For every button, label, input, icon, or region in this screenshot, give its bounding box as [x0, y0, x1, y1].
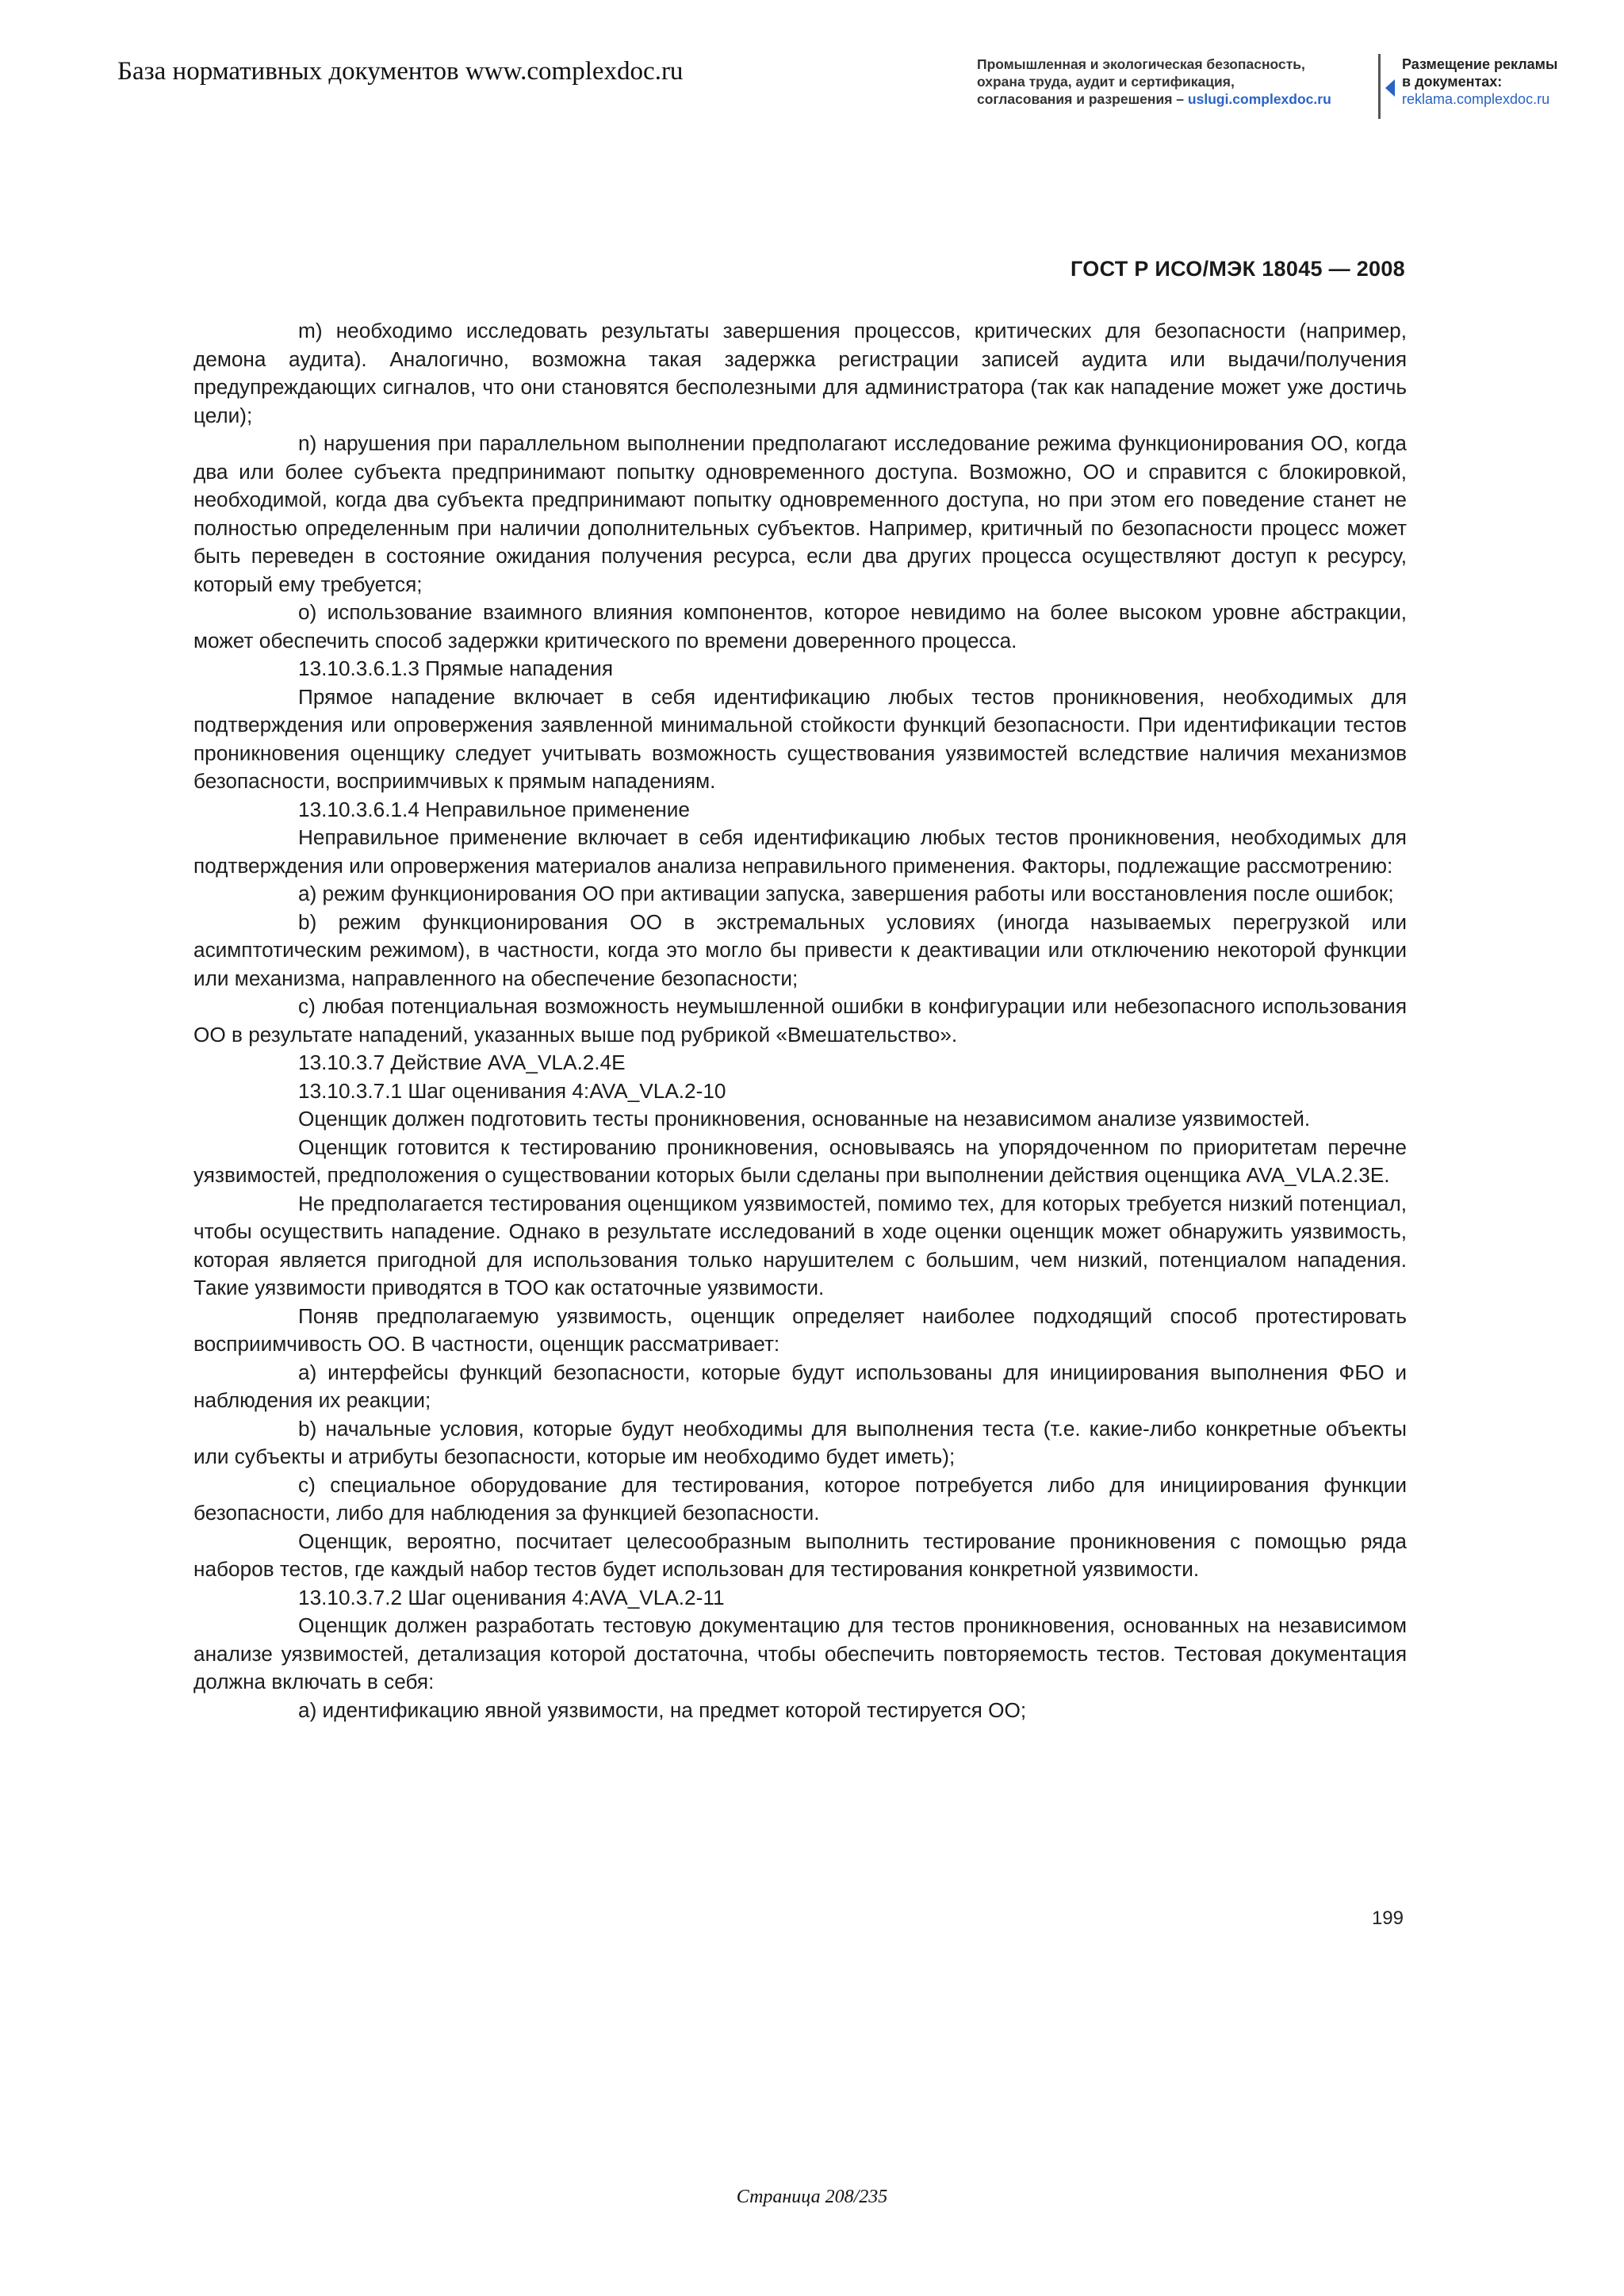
paragraph: Оценщик, вероятно, посчитает целесообразным выполнить тестирование проникновения с помощью ряда наборов тестов, где каждый набор тестов будет использован для тестирования конкретной уязвимости.	[193, 1529, 1407, 1581]
section-heading: 13.10.3.6.1.3 Прямые нападения	[298, 656, 613, 680]
paragraph: а) режим функционирования ОО при активации запуска, завершения работы или восстановления после ошибок;	[298, 882, 1394, 905]
services-ad-text: согласования и разрешения –	[977, 91, 1188, 107]
paragraph: Оценщик должен подготовить тесты проникновения, основанные на независимом анализе уязвимостей.	[298, 1107, 1311, 1131]
paragraph: Поняв предполагаемую уязвимость, оценщик определяет наиболее подходящий способ протестировать восприимчивость ОО. В частности, оценщик рассматривает:	[193, 1303, 1407, 1356]
paragraph: с) любая потенциальная возможность неумышленной ошибки в конфигурации или небезопасного использования ОО в результате нападений, указанных выше под рубрикой «Вмешательство».	[193, 994, 1407, 1047]
paragraph: b) начальные условия, которые будут необходимы для выполнения теста (т.е. какие-либо конкретные объекты или субъекты и атрибуты безопасности, которые им необходимо будет иметь);	[193, 1416, 1407, 1468]
paragraph: Оценщик готовится к тестированию проникновения, основываясь на упорядоченном по приоритетам перечне уязвимостей, предположения о существовании которых были сделаны при выполнении действия оценщика AVA_VLA.2.3E.	[193, 1135, 1407, 1187]
site-title: База нормативных документов www.complexdoc.ru	[117, 57, 684, 86]
paragraph: а) идентификацию явной уязвимости, на предмет которой тестируется ОО;	[298, 1697, 1027, 1722]
services-ad-line: охрана труда, аудит и сертификация,	[977, 74, 1235, 90]
section-heading: 13.10.3.7.2 Шаг оценивания 4:AVA_VLA.2-11	[298, 1585, 725, 1609]
paragraph: Оценщик должен разработать тестовую документацию для тестов проникновения, основанных на независимом анализе уязвимостей, детализация которой достаточна, чтобы обеспечить повторяемость тестов. Тестовая документация должна включать в себя:	[193, 1613, 1407, 1693]
document-body	[193, 317, 1407, 1724]
document-code: ГОСТ Р ИСО/МЭК 18045 — 2008	[1071, 257, 1405, 281]
section-heading: 13.10.3.7 Действие AVA_VLA.2.4E	[298, 1050, 626, 1074]
services-link[interactable]: uslugi.complexdoc.ru	[1187, 91, 1331, 107]
services-ad-line: Промышленная и экологическая безопасность,	[977, 56, 1305, 72]
paragraph: Не предполагается тестирования оценщиком уязвимостей, помимо тех, для которых требуется низкий потенциал, чтобы осуществить нападение. Однако в результате исследований в ходе оценки оценщик может обнаружить уязвимость, которая является пригодной для использования только нарушителем с большим, чем низкий, потенциалом нападения. Такие уязвимости приводятся в ТОО как остаточные уязвимости.	[193, 1191, 1407, 1299]
arrow-left-icon	[1385, 79, 1395, 97]
paragraph: с) специальное оборудование для тестирования, которое потребуется либо для инициирования функции безопасности, либо для наблюдения за функцией безопасности.	[193, 1472, 1407, 1525]
services-ad-line	[977, 90, 1373, 108]
section-heading: 13.10.3.6.1.4 Неправильное применение	[298, 797, 690, 821]
header-divider	[1378, 54, 1381, 119]
paragraph: о) использование взаимного влияния компонентов, которое невидимо на более высоком уровне абстракции, может обеспечить способ задержки критического по времени доверенного процесса.	[193, 600, 1407, 652]
paragraph: b) режим функционирования ОО в экстремальных условиях (иногда называемых перегрузкой или асимптотическим режимом), в частности, когда это могло бы привести к деактивации или отключению некоторой функции или механизма, направленного на обеспечение безопасности;	[193, 909, 1407, 990]
advertising-ad	[1402, 55, 1592, 108]
paragraph: n) нарушения при параллельном выполнении предполагают исследование режима функционирования ОО, когда два или более субъекта предпринимают попытку одновременного доступа. Возможно, ОО и справится с блокировкой, необходимой, когда два субъекта предпринимают попытку одновременного доступа, но при этом его поведение станет не полностью определенным при наличии дополнительных субъектов. Например, критичный по безопасности процесс может быть переведен в состояние ожидания получения ресурса, если два других процесса осуществляют доступ к ресурсу, который ему требуется;	[193, 431, 1407, 596]
page-number: 199	[1371, 1908, 1404, 1929]
advertising-ad-line: в документах:	[1402, 74, 1503, 90]
advertising-ad-line: Размещение рекламы	[1402, 56, 1558, 72]
services-ad	[977, 55, 1373, 108]
paragraph: m) необходимо исследовать результаты завершения процессов, критических для безопасности (например, демона аудита). Аналогично, возможна такая задержка регистрации записей аудита или выдачи/получения предупреждающих сигналов, что они становятся бесполезными для администратора (так как нападение может уже достичь цели);	[193, 319, 1407, 427]
paragraph: а) интерфейсы функций безопасности, которые будут использованы для инициирования выполнения ФБО и наблюдения их реакции;	[193, 1360, 1407, 1412]
advertising-link[interactable]: reklama.complexdoc.ru	[1402, 91, 1550, 107]
paragraph: Прямое нападение включает в себя идентификацию любых тестов проникновения, необходимых для подтверждения или опровержения заявленной минимальной стойкости функций безопасности. При идентификации тестов проникновения оценщику следует учитывать возможность существования уязвимостей вследствие наличия механизмов безопасности, восприимчивых к прямым нападениям.	[193, 684, 1407, 793]
page-footer: Страница 208/235	[736, 2187, 888, 2207]
paragraph: Неправильное применение включает в себя идентификацию любых тестов проникновения, необходимых для подтверждения или опровержения материалов анализа неправильного применения. Факторы, подлежащие рассмотрению:	[193, 825, 1407, 878]
section-heading: 13.10.3.7.1 Шаг оценивания 4:AVA_VLA.2-10	[298, 1078, 726, 1103]
